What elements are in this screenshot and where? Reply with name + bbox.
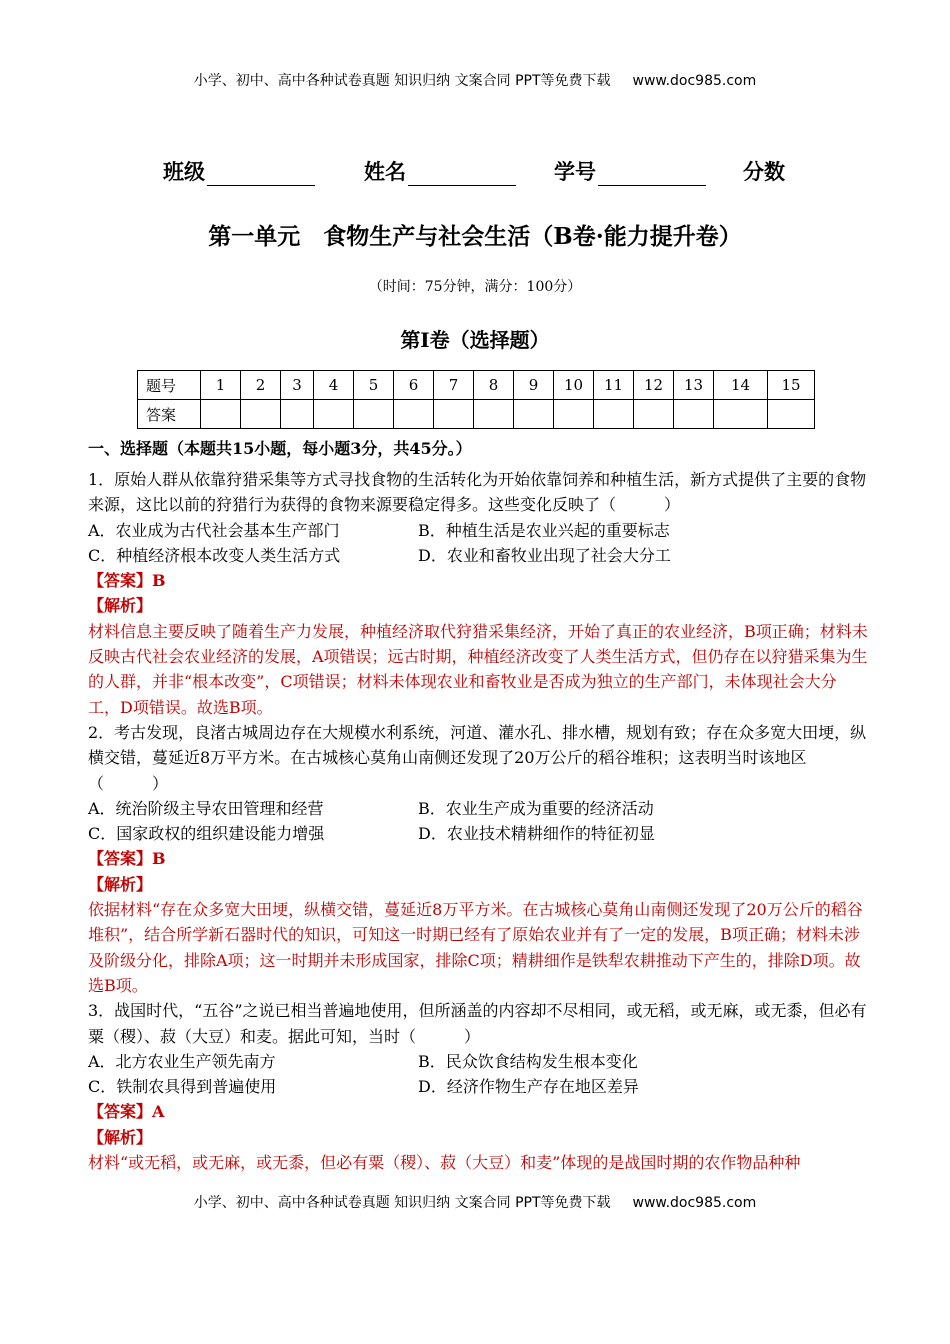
answer-cell[interactable] — [514, 400, 554, 429]
class-blank[interactable] — [207, 165, 315, 186]
analysis-label: 【解析】 — [88, 874, 153, 894]
table-cell: 9 — [514, 371, 554, 400]
answer-label: 【答案】 — [88, 1102, 153, 1122]
answer-value: A — [152, 1102, 165, 1122]
table-cell: 15 — [768, 371, 815, 400]
row-label: 答案 — [138, 400, 201, 429]
option-a[interactable]: A．统治阶级主导农田管理和经营 — [88, 798, 324, 818]
table-cell: 12 — [634, 371, 674, 400]
answer-table — [137, 370, 815, 429]
answer-label: 【答案】 — [88, 571, 153, 591]
option-a[interactable]: A．北方农业生产领先南方 — [88, 1051, 276, 1071]
table-cell: 5 — [354, 371, 394, 400]
answer-label: 【答案】 — [88, 849, 153, 869]
options-row — [88, 518, 868, 543]
table-cell: 7 — [434, 371, 474, 400]
option-c[interactable]: C．国家政权的组织建设能力增强 — [88, 824, 325, 844]
table-cell: 6 — [394, 371, 434, 400]
answer-cell[interactable] — [201, 400, 241, 429]
question-3 — [88, 998, 868, 1175]
analysis-label: 【解析】 — [88, 1127, 153, 1147]
answer-cell[interactable] — [474, 400, 514, 429]
answer-cell[interactable] — [714, 400, 768, 429]
analysis-label: 【解析】 — [88, 596, 153, 616]
answer-cell[interactable] — [354, 400, 394, 429]
answer-cell[interactable] — [594, 400, 634, 429]
name-field — [364, 156, 516, 186]
option-c[interactable]: C．种植经济根本改变人类生活方式 — [88, 545, 341, 565]
answer-cell[interactable] — [768, 400, 815, 429]
table-cell: 3 — [281, 371, 314, 400]
option-b[interactable]: B．民众饮食结构发生根本变化 — [418, 1051, 638, 1071]
table-cell: 13 — [674, 371, 714, 400]
page-footer — [0, 1192, 950, 1212]
header-text: 小学、初中、高中各种试卷真题 知识归纳 文案合同 PPT等免费下载 — [193, 73, 611, 89]
answer-cell[interactable] — [281, 400, 314, 429]
answer-cell[interactable] — [554, 400, 594, 429]
answer-line — [88, 568, 868, 593]
header-url[interactable]: www.doc985.com — [632, 73, 757, 89]
page-header — [0, 70, 950, 90]
answer-cell[interactable] — [674, 400, 714, 429]
options-row — [88, 543, 868, 568]
questions-content — [88, 467, 868, 1175]
answer-cell[interactable] — [634, 400, 674, 429]
question-2 — [88, 720, 868, 998]
option-a[interactable]: A．农业成为古代社会基本生产部门 — [88, 520, 340, 540]
table-cell: 10 — [554, 371, 594, 400]
page-title: 第一单元 食物生产与社会生活（B卷·能力提升卷） — [208, 223, 742, 250]
option-c[interactable]: C．铁制农具得到普遍使用 — [88, 1077, 277, 1097]
answer-line — [88, 846, 868, 871]
question-stem: 1．原始人群从依靠狩猎采集等方式寻找食物的生活转化为开始依靠饲养和种植生活，新方式提供了主要的食物来源，这比以前的狩猎行为获得的食物来源要稳定得多。这些变化反映了（ ） — [88, 470, 867, 515]
option-d[interactable]: D．农业技术精耕细作的特征初显 — [418, 824, 655, 844]
answer-line — [88, 1099, 868, 1124]
id-field — [554, 156, 706, 186]
name-blank[interactable] — [408, 165, 516, 186]
section-title: 第Ⅰ卷（选择题） — [400, 328, 550, 352]
table-cell: 11 — [594, 371, 634, 400]
table-cell: 8 — [474, 371, 514, 400]
answer-cell[interactable] — [314, 400, 354, 429]
class-label: 班级 — [163, 159, 205, 184]
name-label: 姓名 — [364, 159, 406, 184]
footer-text: 小学、初中、高中各种试卷真题 知识归纳 文案合同 PPT等免费下载 — [193, 1195, 611, 1211]
answer-cell[interactable] — [434, 400, 474, 429]
answer-value: B — [152, 571, 166, 591]
question-1 — [88, 467, 868, 720]
question-stem: 3．战国时代，“五谷”之说已相当普遍地使用，但所涵盖的内容却不尽相同，或无稻，或无麻，或无黍，但必有粟（稷）、菽（大豆）和麦。据此可知，当时（ ） — [88, 1001, 867, 1046]
options-row — [88, 1074, 868, 1099]
analysis-text: 材料“或无稻，或无麻，或无黍，但必有粟（稷）、菽（大豆）和麦”体现的是战国时期的农作物品种种 — [88, 1153, 801, 1173]
score-label: 分数 — [743, 159, 785, 184]
options-row — [88, 1049, 868, 1074]
options-row — [88, 796, 868, 821]
footer-url[interactable]: www.doc985.com — [632, 1195, 757, 1211]
analysis-text: 材料信息主要反映了随着生产力发展，种植经济取代狩猎采集经济，开始了真正的农业经济，B项正确；材料未反映古代社会农业经济的发展，A项错误；远古时期，种植经济改变了人类生活方式，但仍存在以狩猎采集为生的人群，并非“根本改变”，C项错误；材料未体现农业和畜牧业是否成为独立的生产部门，未体现社会大分工，D项错误。故选B项。 — [88, 621, 868, 717]
table-cell: 1 — [201, 371, 241, 400]
table-cell: 14 — [714, 371, 768, 400]
row-label: 题号 — [138, 371, 201, 400]
table-cell: 4 — [314, 371, 354, 400]
option-d[interactable]: D．经济作物生产存在地区差异 — [418, 1077, 639, 1097]
part-heading: 一、选择题（本题共15小题，每小题3分，共45分。） — [88, 439, 472, 458]
table-row — [138, 371, 815, 400]
exam-subtitle: （时间：75分钟，满分：100分） — [368, 279, 582, 295]
table-row — [138, 400, 815, 429]
question-stem: 2．考古发现，良渚古城周边存在大规模水利系统，河道、灌水孔、排水槽，规划有致；存在众多宽大田埂，纵横交错，蔓延近8万平方米。在古城核心莫角山南侧还发现了20万公斤的稻谷堆积；这表明当时该地区（ ） — [88, 722, 867, 793]
table-cell: 2 — [241, 371, 281, 400]
id-blank[interactable] — [598, 165, 706, 186]
options-row — [88, 821, 868, 846]
id-label: 学号 — [554, 159, 596, 184]
option-b[interactable]: B．农业生产成为重要的经济活动 — [418, 798, 654, 818]
option-d[interactable]: D．农业和畜牧业出现了社会大分工 — [418, 545, 671, 565]
analysis-text: 依据材料“存在众多宽大田埂，纵横交错，蔓延近8万平方米。在古城核心莫角山南侧还发现了20万公斤的稻谷堆积”，结合所学新石器时代的知识，可知这一时期已经有了原始农业并有了一定的发展，B项正确；材料未涉及阶级分化，排除A项；这一时期并未形成国家，排除C项；精耕细作是铁犁农耕推动下产生的，排除D项。故选B项。 — [88, 900, 863, 995]
answer-cell[interactable] — [241, 400, 281, 429]
answer-cell[interactable] — [394, 400, 434, 429]
class-field — [163, 156, 315, 186]
option-b[interactable]: B．种植生活是农业兴起的重要标志 — [418, 520, 670, 540]
answer-value: B — [152, 849, 166, 869]
